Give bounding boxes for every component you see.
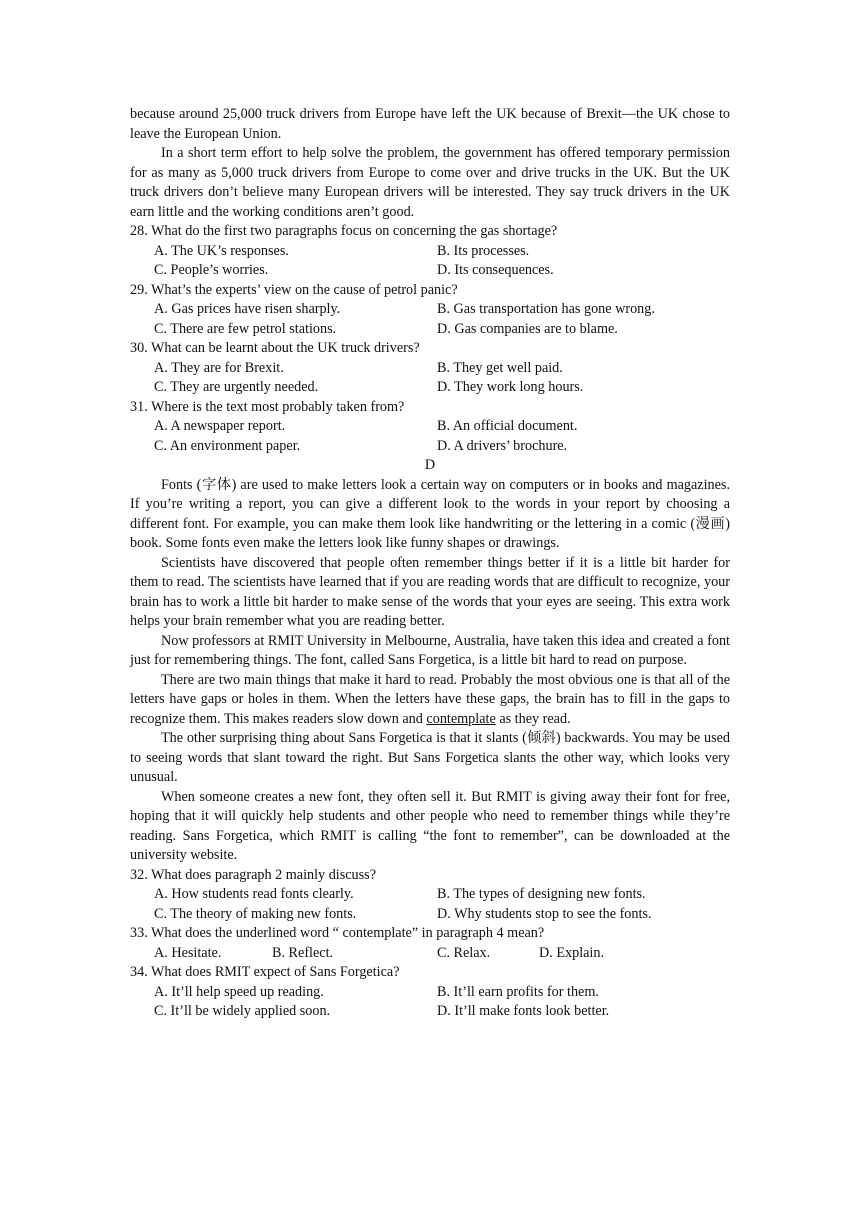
option-d: D. Explain. <box>539 944 605 961</box>
option-b: B. They get well paid. <box>437 359 563 376</box>
question-34 <box>130 963 730 1022</box>
option-d: D. It’ll make fonts look better. <box>437 1003 610 1019</box>
option-d: D. A drivers’ brochure. <box>437 437 568 454</box>
option-c: C. There are few petrol stations. <box>154 320 337 337</box>
question-stem: 34. What does RMIT expect of Sans Forgetica? <box>130 964 400 980</box>
answer-options <box>130 417 730 456</box>
option-a: A. They are for Brexit. <box>154 359 284 376</box>
answer-options <box>130 242 730 281</box>
option-b: B. An official document. <box>437 418 578 434</box>
option-b: B. The types of designing new fonts. <box>437 886 646 902</box>
passage-d-paragraph-5: The other surprising thing about Sans Forgetica is that it slants (倾斜) backwards. You may be used to seeing words that slant toward the right. But Sans Forgetica slants the other way, which looks very unusual. <box>130 730 730 785</box>
passage-d-paragraph-6: When someone creates a new font, they often sell it. But RMIT is giving away their font for free, hoping that it will quickly help students and other people who need to remember things while they’re reading. Sans Forgetica, which RMIT is calling “the font to remember”, can be downloaded at the university website. <box>130 788 730 863</box>
passage-c-paragraph-final: In a short term effort to help solve the problem, the government has offered temporary permission for as many as 5,000 truck drivers from Europe to come over and drive trucks in the UK. But the UK truck drivers don’t believe many European drivers will be interested. They say truck drivers in the UK earn little and the working conditions aren’t good. <box>130 145 730 220</box>
option-d: D. Why students stop to see the fonts. <box>437 905 652 922</box>
paragraph-text: as they read. <box>495 710 571 727</box>
passage-d-paragraph-2: Scientists have discovered that people often remember things better if it is a little bit harder for them to read. The scientists have learned that if you are reading words that are difficult to recognize, your brain has to work a little bit harder to make sense of the words that your eyes are seeing. This extra work helps your brain remember what you are reading better. <box>130 554 730 629</box>
option-a: A. Hesitate. <box>154 944 222 961</box>
option-a: A. The UK’s responses. <box>154 242 289 259</box>
question-32 <box>130 866 730 925</box>
passage-d-paragraph-3: Now professors at RMIT University in Melbourne, Australia, have taken this idea and created a font just for remembering things. The font, called Sans Forgetica, is a little bit hard to read on purpose. <box>130 632 730 668</box>
question-33 <box>130 924 730 963</box>
question-30 <box>130 339 730 398</box>
option-a: A. How students read fonts clearly. <box>154 886 354 902</box>
answer-options <box>130 885 730 924</box>
question-31 <box>130 398 730 457</box>
question-28 <box>130 222 730 281</box>
question-stem: 31. Where is the text most probably taken from? <box>130 398 405 415</box>
section-heading-d: D <box>424 457 436 473</box>
option-c: C. People’s worries. <box>154 262 269 278</box>
question-stem: 29. What’s the experts’ view on the cause of petrol panic? <box>130 281 458 298</box>
option-c: C. The theory of making new fonts. <box>154 905 357 922</box>
option-b: B. It’ll earn profits for them. <box>437 983 599 1000</box>
passage-c-paragraph-continued: because around 25,000 truck drivers from Europe have left the UK because of Brexit—the UK chose to leave the European Union. <box>130 106 730 142</box>
answer-options <box>130 944 730 964</box>
question-stem: 28. What do the first two paragraphs focus on concerning the gas shortage? <box>130 223 558 239</box>
option-a: A. It’ll help speed up reading. <box>154 983 324 1000</box>
paragraph-text: There are two main things that make it hard to read. Probably the most obvious one is that all of the letters have gaps or holes in them. When the letters have these gaps, the brain has to fill in the gaps to recognize them. This makes readers slow down and <box>130 671 730 727</box>
question-stem: 33. What does the underlined word “ contemplate” in paragraph 4 mean? <box>130 925 545 941</box>
exam-page <box>130 105 730 1022</box>
option-c: C. They are urgently needed. <box>154 379 319 395</box>
option-c: C. An environment paper. <box>154 437 301 454</box>
question-stem: 30. What can be learnt about the UK truck drivers? <box>130 340 420 356</box>
option-d: D. Gas companies are to blame. <box>437 320 618 337</box>
option-b: B. Gas transportation has gone wrong. <box>437 301 655 317</box>
option-b: B. Reflect. <box>272 944 334 961</box>
option-c: C. It’ll be widely applied soon. <box>154 1003 331 1019</box>
underlined-word: contemplate <box>426 710 496 727</box>
question-29 <box>130 281 730 340</box>
option-b: B. Its processes. <box>437 242 530 259</box>
passage-d-paragraph-4 <box>130 671 730 730</box>
option-d: D. Its consequences. <box>437 262 554 278</box>
answer-options <box>130 983 730 1022</box>
passage-d-paragraph-1: Fonts (字体) are used to make letters look a certain way on computers or in books and magazines. If you’re writing a report, you can give a different look to the words in your report by choosing a different font. For example, you can make them look like handwriting or the lettering in a comic (漫画) book. Some fonts even make the letters look like funny shapes or drawings. <box>130 476 730 551</box>
option-d: D. They work long hours. <box>437 379 584 395</box>
question-stem: 32. What does paragraph 2 mainly discuss? <box>130 866 376 883</box>
option-c: C. Relax. <box>437 944 491 961</box>
answer-options <box>130 359 730 398</box>
answer-options <box>130 300 730 339</box>
option-a: A. A newspaper report. <box>154 418 286 434</box>
option-a: A. Gas prices have risen sharply. <box>154 301 341 317</box>
